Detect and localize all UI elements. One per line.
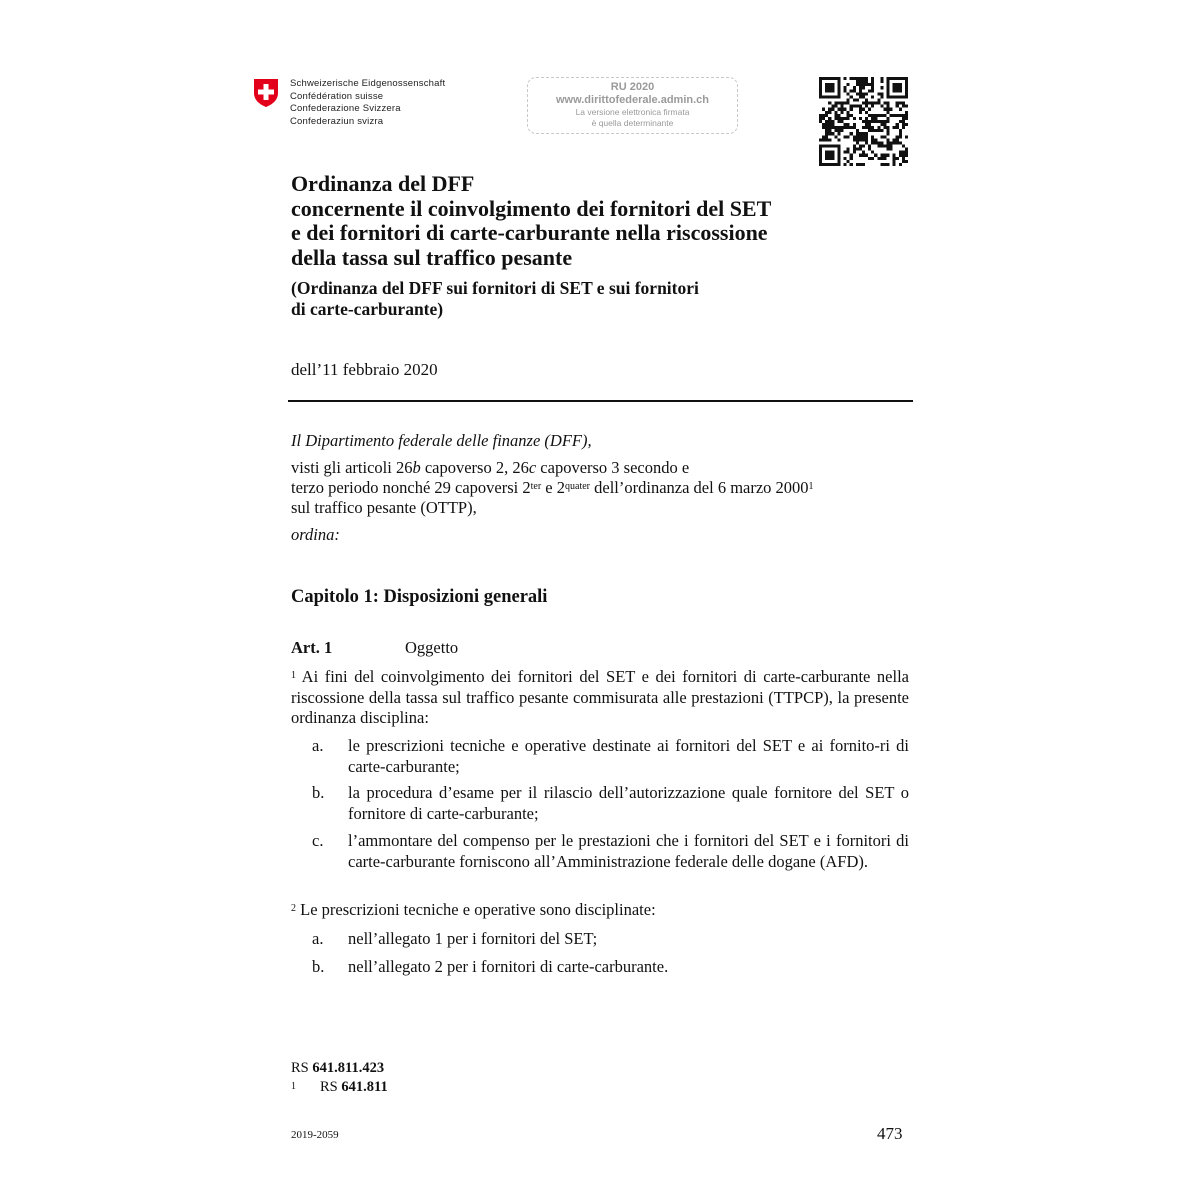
list-item [312, 736, 909, 777]
preamble-line [291, 458, 689, 478]
document-code: 2019-2059 [291, 1129, 339, 1141]
paragraph-text: Ai fini del coinvolgimento dei fornitori del SET e dei fornitori di carte-carburante nella riscossione della tassa sul traffico pesante commisurata alle prestazioni (TTPCP), la presente ordinanza disciplina: [291, 667, 909, 727]
list-letter: a. [312, 736, 324, 755]
preamble-text: visti gli articoli 26 [291, 458, 413, 477]
decree-word: ordina: [291, 525, 340, 544]
list-item [312, 957, 909, 978]
list-text: l’ammontare del compenso per le prestazioni che i fornitori del SET e i fornitori di carte-carburante forniscono all’Amministrazione federale delle dogane (AFD). [348, 831, 909, 871]
list-text: la procedura d’esame per il rilascio dell’autorizzazione quale fornitore del SET o fornitore di carte-carburante; [348, 783, 909, 823]
title-line: concernente il coinvolgimento dei fornitori del SET [291, 195, 772, 221]
ordinance-date: dell’11 febbraio 2020 [291, 360, 438, 379]
list-letter: b. [312, 783, 325, 802]
qr-code-icon [819, 77, 908, 166]
list-letter: b. [312, 957, 325, 976]
footnote-rs-number: 641.811 [341, 1079, 388, 1095]
superscript: quater [565, 481, 590, 492]
list-letter: c. [312, 831, 324, 850]
divider [288, 400, 913, 402]
paragraph-number: 1 [291, 670, 296, 681]
list-item [312, 831, 909, 872]
list-letter: a. [312, 929, 324, 948]
short-title [291, 278, 699, 319]
short-title-line: (Ordinanza del DFF sui fornitori di SET e sui fornitori [291, 278, 699, 298]
article-label: Art. 1 [291, 638, 333, 657]
confederation-line: Confédération suisse [290, 90, 384, 102]
preamble-line: sul traffico pesante (OTTP), [291, 498, 477, 517]
short-title-line: di carte-carburante) [291, 298, 444, 319]
list-item [312, 783, 909, 824]
preamble-line [291, 478, 814, 498]
issuing-authority: Il Dipartimento federale delle finanze (DFF), [291, 431, 592, 450]
preamble-text: b [412, 458, 421, 477]
preamble-text: c [528, 458, 537, 477]
superscript: ter [530, 481, 542, 492]
ordinance-title [291, 172, 771, 270]
title-line: e dei fornitori di carte-carburante nella riscossione [291, 220, 768, 245]
stamp-note: è quella determinante [591, 118, 674, 128]
confederation-line: Confederazione Svizzera [290, 103, 401, 114]
swiss-crest-icon [253, 78, 279, 108]
footnote-prefix: RS [320, 1079, 342, 1095]
confederation-line: Schweizerische Eidgenossenschaft [290, 78, 446, 89]
paragraph-number: 2 [291, 903, 296, 914]
title-line: Ordinanza del DFF [291, 171, 475, 196]
page-number: 473 [877, 1124, 903, 1143]
preamble-text: terzo periodo nonché 29 capoversi 2 [291, 478, 531, 497]
confederation-line: Confederaziun svizra [290, 115, 384, 127]
paragraph-2 [291, 900, 909, 921]
chapter-heading: Capitolo 1: Disposizioni generali [291, 587, 548, 607]
footnote-number: 1 [291, 1081, 296, 1092]
preamble-text: dell’ordinanza del 6 marzo 2000 [590, 478, 809, 497]
preamble-text: e 2 [541, 478, 565, 497]
rs-reference [291, 1059, 384, 1078]
footnote-ref[interactable]: 1 [808, 481, 814, 492]
list-text: nell’allegato 1 per i fornitori del SET; [348, 929, 598, 948]
stamp-ru: RU 2020 [610, 81, 655, 93]
paragraph-text: Le prescrizioni tecniche e operative sono disciplinate: [296, 900, 656, 919]
list-item [312, 929, 909, 950]
article-title: Oggetto [405, 638, 459, 657]
preamble-text: capoverso 3 secondo e [536, 458, 690, 477]
stamp-note: La versione elettronica firmata [575, 107, 690, 117]
list-text: le prescrizioni tecniche e operative destinate ai fornitori del SET e ai fornito-ri di carte-carburante; [348, 736, 909, 776]
preamble-text: capoverso 2, 26 [420, 458, 529, 477]
footnote [291, 1078, 388, 1097]
electronic-signature-stamp [527, 77, 738, 134]
rs-number: 641.811.423 [312, 1060, 385, 1076]
rs-prefix: RS [291, 1060, 313, 1076]
title-line: della tassa sul traffico pesante [291, 244, 573, 270]
list-text: nell’allegato 2 per i fornitori di carte-carburante. [348, 957, 669, 976]
paragraph-1 [291, 667, 909, 729]
confederation-name-block [290, 78, 445, 128]
stamp-website: www.dirittofederale.admin.ch [555, 94, 709, 106]
